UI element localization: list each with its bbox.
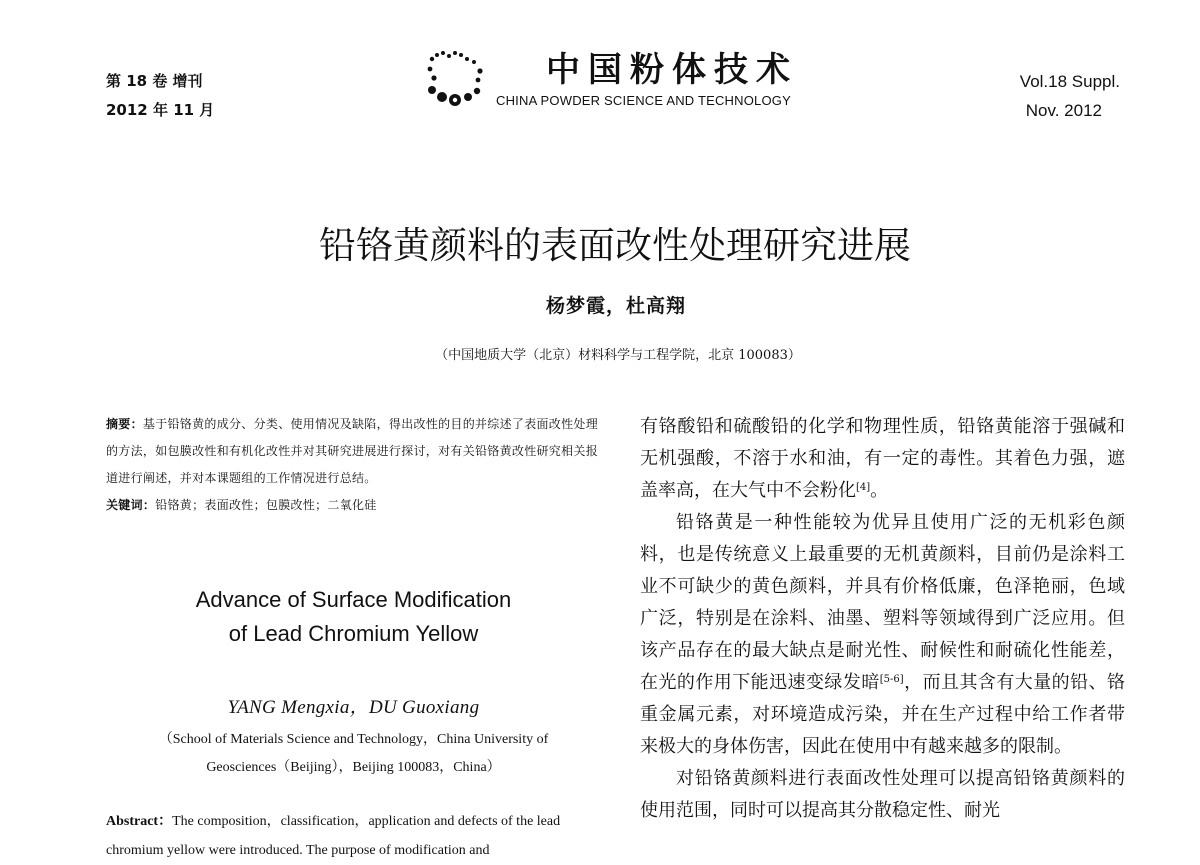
- body-paragraph-2: [640, 507, 1125, 763]
- body-p1-text: 有铬酸铅和硫酸铅的化学和物理性质，铅铬黄能溶于强碱和无机强酸，不溶于水和油，有一定的毒性。其着色力强，遮盖率高，在大气中不会粉化: [640, 416, 1125, 501]
- body-text-column: [640, 411, 1125, 827]
- volume-cn: 第 18 卷 增刊: [106, 72, 203, 90]
- abstract-en-text: The composition，classification，application and defects of the lead chromium yellow were introduced. The purpose of modification and: [106, 814, 561, 858]
- header-volume-info-en: [980, 67, 1120, 125]
- article-title-en: [106, 583, 601, 651]
- body-paragraph-3: 对铅铬黄颜料进行表面改性处理可以提高铅铬黄颜料的使用范围，同时可以提高其分散稳定性、耐光: [640, 768, 1125, 821]
- abstract-en-label: Abstract：: [106, 814, 173, 829]
- journal-name-cn: 中国粉体技术: [546, 50, 798, 90]
- affiliation-en: [106, 726, 601, 782]
- body-paragraph-1: [640, 411, 1125, 507]
- title-en-line1: Advance of Surface Modification: [195, 587, 512, 612]
- affiliation-en-line1: （School of Materials Science and Technology，China University of: [158, 732, 549, 747]
- authors-cn: 杨梦霞，杜高翔: [545, 295, 686, 317]
- abstract-cn-label: 摘要：: [106, 417, 143, 431]
- citation-ref: [5-6]: [879, 674, 904, 685]
- date-en: Nov. 2012: [1025, 101, 1102, 120]
- journal-name-en: CHINA POWDER SCIENCE AND TECHNOLOGY: [496, 93, 791, 108]
- title-en-line2: of Lead Chromium Yellow: [228, 621, 479, 646]
- keywords-cn-text: 铅铬黄；表面改性；包膜改性；二氧化硅: [155, 498, 377, 512]
- abstract-cn-text: 基于铅铬黄的成分、分类、使用情况及缺陷，得出改性的目的并综述了表面改性处理的方法，如包膜改性和有机化改性并对其研究进展进行探讨，对有关铅铬黄改性研究相关报道进行阐述，并对本课题组的工作情况进行总结。: [106, 417, 599, 485]
- keywords-cn-label: 关键词：: [106, 498, 156, 512]
- header-volume-info: [106, 67, 214, 125]
- body-p1-end: 。: [870, 480, 889, 501]
- abstract-cn: [106, 411, 601, 519]
- citation-ref: [4]: [856, 482, 871, 493]
- date-cn: 2012 年 11 月: [106, 101, 215, 119]
- authors-en: YANG Mengxia，DU Guoxiang: [227, 697, 480, 718]
- affiliation-en-line2: Geosciences（Beijing），Beijing 100083，China）: [206, 760, 501, 775]
- body-p2-text-b: ，而且其含有大量的铅、铬重金属元素，对环境造成污染，并在生产过程中给工作者带来极大的身体伤害，因此在使用中有越来越多的限制。: [640, 672, 1126, 757]
- volume-en: Vol.18 Suppl.: [1019, 72, 1120, 91]
- affiliation-cn: （中国地质大学（北京）材料科学与工程学院，北京 100083）: [435, 348, 801, 363]
- article-title-cn: 铅铬黄颜料的表面改性处理研究进展: [319, 224, 911, 267]
- journal-logo-icon: [422, 47, 492, 109]
- body-p2-text-a: 铅铬黄是一种性能较为优异且使用广泛的无机彩色颜料，也是传统意义上最重要的无机黄颜料，目前仍是涂料工业不可缺少的黄色颜料，并具有价格低廉，色泽艳丽，色域广泛，特别是在涂料、油墨、塑料等领域得到广泛应用。但该产品存在的最大缺点是耐光性、耐候性和耐硫化性能差，在光的作用下能迅速变绿发暗: [640, 512, 1125, 693]
- abstract-en: [106, 807, 601, 865]
